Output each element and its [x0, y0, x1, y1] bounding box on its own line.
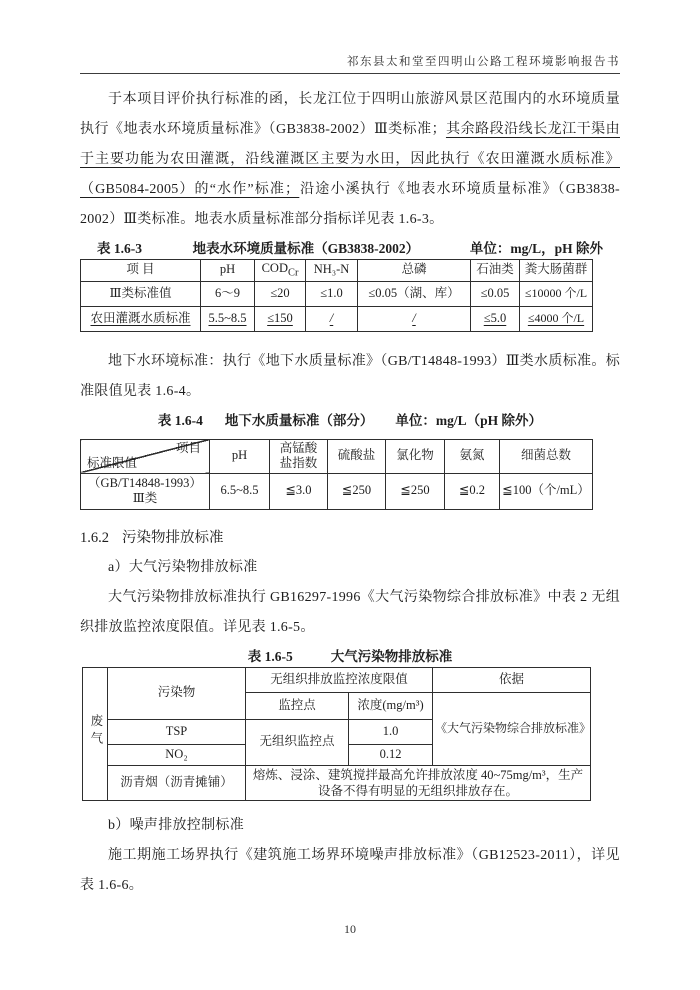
- page-content: [80, 0, 620, 901]
- waste-gas-vertical-label: 废气: [88, 713, 103, 749]
- page-number: 10: [344, 922, 356, 936]
- paragraph-surface-water-post: 沿途小溪执行《地表水环境质量标准》（GB3838-2002）Ⅲ类标准。地表水质量标准部分指标详见表 1.6-3。: [80, 182, 621, 227]
- table4-value-bacteria: ≦100（个/mL）: [500, 473, 593, 509]
- table3-irrigation-label: 农田灌溉水质标准: [81, 306, 201, 331]
- table4-header-bacteria: 细菌总数: [500, 439, 593, 473]
- table3-header-coliform: 粪大肠菌群: [520, 260, 593, 282]
- running-header-title: 祁东县太和堂至四明山公路工程环境影响报告书: [347, 56, 620, 68]
- table5-header-basis: 依据: [433, 667, 591, 692]
- table4-row-label-line2: Ⅲ类: [132, 491, 158, 506]
- table-groundwater-quality: [80, 439, 593, 510]
- table4-value-ph: 6.5~8.5: [210, 473, 270, 509]
- paragraph-groundwater: 地下水环境标准：执行《地下水质量标准》（GB/T14848-1993）Ⅲ类水质标准。标准限值见表 1.6-4。: [80, 353, 620, 399]
- table4-value-chloride: ≦250: [386, 473, 445, 509]
- table3-class3-tp: ≤0.05（湖、库）: [358, 281, 471, 306]
- table3-header-row: [81, 260, 593, 282]
- section-number: 1.6.2: [80, 529, 109, 546]
- table4-data-row: [81, 473, 593, 509]
- permanganate-line2: 盐指数: [279, 456, 318, 471]
- table5-asphalt-name: 沥青烟（沥青摊铺）: [108, 765, 246, 800]
- table3-header-ph: pH: [201, 260, 255, 282]
- item-b-noise-control: b）噪声排放控制标准: [108, 817, 244, 833]
- table5-tsp-name: TSP: [108, 719, 246, 744]
- permanganate-line1: 高锰酸: [279, 440, 318, 455]
- table4-diagonal-cell: [81, 439, 210, 473]
- table4-caption: [80, 407, 620, 431]
- table3-class3-oil: ≤0.05: [471, 281, 520, 306]
- paragraph-surface-water-pre: 于本项目评价执行标准的函，长龙江位于四明山旅游风景区范围内的水环境质量执行《地表水环境质量标准》（GB3838-2002）Ⅲ类标准；: [80, 92, 620, 137]
- table3-caption-title: 地表水环境质量标准（GB3838-2002）: [192, 241, 420, 256]
- table3-class3-nh3n: ≤1.0: [306, 281, 358, 306]
- table5-header-row1: [83, 667, 591, 692]
- paragraph-surface-water-underlined: 其余路段沿线长龙江干渠由于主要功能为农田灌溉，沿线灌溉区主要为水田，因此执行《农田灌溉水质标准》（GB5084-2005）的“水作”标准；: [80, 122, 620, 197]
- table3-irrigation-ph: 5.5~8.5: [201, 306, 255, 331]
- table3-caption-label: 表 1.6-3: [97, 241, 142, 256]
- table3-irrigation-coliform: ≤4000 个/L: [520, 306, 593, 331]
- table3-row-class3: [81, 281, 593, 306]
- paragraph-air-emission: 大气污染物排放标准执行 GB16297-1996《大气污染物综合排放标准》中表 2 无组织排放监控浓度限值。详见表 1.6-5。: [80, 589, 620, 635]
- table4-header-ph: pH: [210, 439, 270, 473]
- table3-header-tp: 总磷: [358, 260, 471, 282]
- table4-value-permanganate: ≦3.0: [270, 473, 328, 509]
- section-title: 污染物排放标准: [122, 529, 224, 546]
- table3-irrigation-tp: /: [358, 306, 471, 331]
- table3-class3-ph: 6～9: [201, 281, 255, 306]
- table3-caption: [80, 235, 620, 259]
- table3-header-cod: [255, 260, 306, 282]
- table3-class3-label: Ⅲ类标准值: [81, 281, 201, 306]
- table4-diagonal-bottom: 标准限值: [87, 456, 138, 471]
- table3-class3-coliform: ≤10000 个/L: [520, 281, 593, 306]
- table3-irrigation-cod: ≤150: [255, 306, 306, 331]
- table5-caption-title: 大气污染物排放标准: [330, 648, 453, 664]
- section-heading-162: [80, 523, 620, 553]
- table5-monitor-point-value: 无组织监控点: [246, 719, 349, 765]
- table4-row-label: [81, 473, 210, 509]
- table3-caption-unit: 单位：mg/L，pH 除外: [469, 241, 603, 256]
- table5-caption: [80, 643, 620, 667]
- table4-value-sulfate: ≦250: [328, 473, 386, 509]
- table4-caption-label: 表 1.6-4: [157, 412, 203, 428]
- table5-no2-name: NO₂: [108, 744, 246, 765]
- table5-no2-value: 0.12: [349, 744, 433, 765]
- item-a-air-emission: a）大气污染物排放标准: [108, 559, 258, 575]
- cod-base: COD: [261, 261, 288, 275]
- table4-header-permanganate: [270, 439, 328, 473]
- running-header: [80, 0, 620, 74]
- table-air-pollutant-emission: [82, 667, 591, 801]
- table3-header-item: 项 目: [81, 260, 201, 282]
- table3-class3-cod: ≤20: [255, 281, 306, 306]
- table5-header-concentration: 浓度(mg/m³): [349, 692, 433, 719]
- table4-value-ammonia: ≦0.2: [445, 473, 500, 509]
- table4-header-chloride: 氯化物: [386, 439, 445, 473]
- table4-header-row: [81, 439, 593, 473]
- table-surface-water-quality: [80, 259, 593, 332]
- table3-irrigation-nh3n: /: [306, 306, 358, 331]
- table5-waste-gas-cell: [83, 667, 108, 800]
- table4-diagonal-top: 项目: [175, 440, 201, 455]
- table5-header-limit: 无组织排放监控浓度限值: [246, 667, 433, 692]
- table5-tsp-value: 1.0: [349, 719, 433, 744]
- table5-header-monitor-point: 监控点: [246, 692, 349, 719]
- table4-row-label-line1: （GB/T14848-1993）: [88, 475, 202, 490]
- paragraph-surface-water: [80, 85, 620, 235]
- table5-caption-label: 表 1.6-5: [247, 648, 293, 664]
- table4-header-ammonia: 氨氮: [445, 439, 500, 473]
- cod-subscript: Cr: [288, 267, 299, 279]
- table5-row-asphalt: [83, 765, 591, 800]
- table5-basis-value: 《大气污染物综合排放标准》: [433, 692, 591, 765]
- table5-asphalt-note: 熔炼、浸涂、建筑搅拌最高允许排放浓度 40~75mg/m³，生产设备不得有明显的无组织排放存在。: [246, 765, 591, 800]
- table4-caption-title: 地下水质量标准（部分）: [224, 412, 374, 428]
- paragraph-noise-standard: 施工期施工场界执行《建筑施工场界环境噪声排放标准》（GB12523-2011），详见表 1.6-6。: [80, 847, 620, 893]
- table3-header-nh3n: NH₃-N: [306, 260, 358, 282]
- table4-header-sulfate: 硫酸盐: [328, 439, 386, 473]
- table3-row-irrigation: [81, 306, 593, 331]
- table5-header-pollutant: 污染物: [108, 667, 246, 719]
- table3-irrigation-oil: ≤5.0: [471, 306, 520, 331]
- table4-caption-unit: 单位：mg/L（pH 除外）: [395, 412, 543, 428]
- table3-header-oil: 石油类: [471, 260, 520, 282]
